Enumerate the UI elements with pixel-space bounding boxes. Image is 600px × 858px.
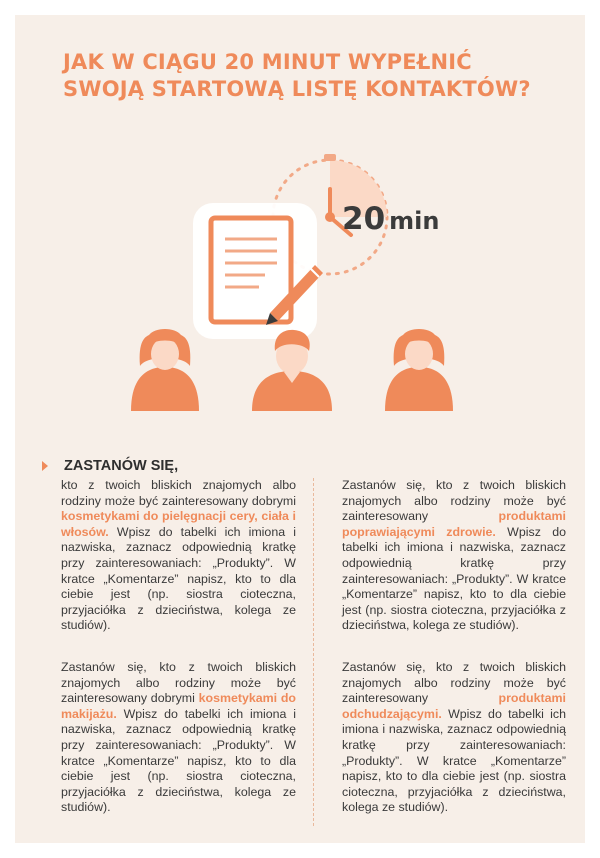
paragraph-health	[342, 478, 566, 634]
paragraph-makeup	[61, 660, 296, 816]
paragraph-text: Wpisz do tabelki ich imiona i nazwiska, zaznacz odpowiednią kratkę przy zainteresowaniach: „Produkty”. W kratce „Komentarze” napisz, kto to dla ciebie jest (np. siostra cioteczna, przyjaciółka z dzieciństwa, kolega ze studiów).	[61, 524, 296, 633]
paragraph-highlight: kosmetykami do makijażu.	[61, 691, 296, 721]
section-heading	[42, 458, 178, 474]
paragraph-text: Zastanów się, kto z twoich bliskich znajomych albo rodziny może być zainteresowany dobrymi	[61, 660, 296, 706]
title-line-1: JAK W CIĄGU 20 MINUT WYPEŁNIĆ	[63, 50, 472, 74]
paragraph-text: Zastanów się, kto z twoich bliskich znajomych albo rodziny może być zainteresowany	[342, 478, 566, 524]
paragraph-skincare	[61, 478, 296, 634]
paragraph-text: kto z twoich bliskich znajomych albo rodziny może być zainteresowany dobrymi	[61, 478, 296, 508]
paragraph-text: Wpisz do tabelki ich imiona i nazwiska, zaznacz odpowiednią kratkę przy zainteresowaniach: „Produkty”. W kratce „Komentarze” napisz, kto to dla ciebie jest (np. siostra cioteczna, przyjaciółka z dzieciństwa, kolega ze studiów).	[61, 706, 296, 815]
column-divider	[313, 478, 314, 826]
paragraph-highlight: produktami odchudzającymi.	[342, 691, 566, 721]
woman-icon	[385, 329, 453, 411]
paragraph-highlight: kosmetykami do pielęgnacji cery, ciała i włosów.	[61, 509, 296, 539]
paragraph-text: Zastanów się, kto z twoich bliskich znajomych albo rodziny może być zainteresowany	[342, 660, 566, 706]
paragraph-text: Wpisz do tabelki ich imiona i nazwiska, zaznacz odpowiednią kratkę przy zainteresowaniach: „Produkty”. W kratce „Komentarze” napisz, kto to dla ciebie jest (np. siostra cioteczna, przyjaciółka z dzieciństwa, kolega ze studiów).	[342, 524, 566, 633]
woman-icon	[131, 329, 199, 411]
paragraph-text: Wpisz do tabelki ich imiona i nazwiska, zaznacz odpowiednią kratkę przy zainteresowaniach: „Produkty”. W kratce „Komentarze” napisz, kto to dla ciebie jest (np. siostra cioteczna, przyjaciółka z dzieciństwa, kolega ze studiów).	[342, 706, 566, 815]
man-icon	[252, 330, 332, 411]
arrow-right-icon	[42, 461, 48, 471]
document-icon	[193, 203, 317, 339]
timer-label	[342, 201, 439, 237]
section-heading-label: ZASTANÓW SIĘ,	[64, 458, 179, 474]
paragraph-highlight: produktami poprawiającymi zdrowie.	[342, 509, 566, 539]
page-background	[15, 15, 585, 843]
title-line-2: SWOJĄ STARTOWĄ LISTĘ KONTAKTÓW?	[63, 77, 531, 101]
timer-number: 20	[342, 201, 386, 237]
paragraph-slimming	[342, 660, 566, 816]
illustration	[15, 15, 585, 435]
timer-unit: min	[389, 207, 440, 235]
